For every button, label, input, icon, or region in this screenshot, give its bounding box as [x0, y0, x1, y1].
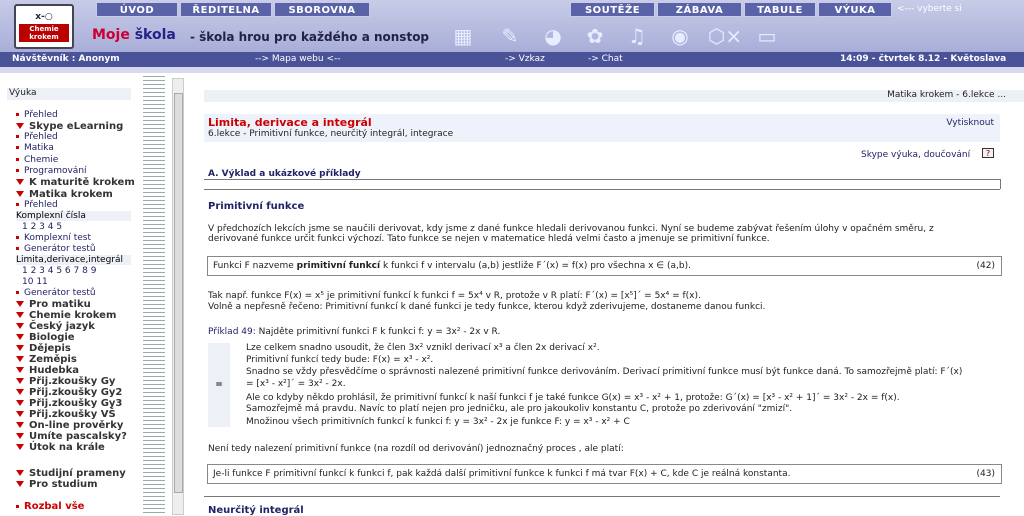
triangle-icon — [16, 422, 24, 428]
triangle-icon — [16, 367, 24, 373]
triangle-icon — [16, 191, 24, 197]
subheading-primitive: Primitivní funkce — [208, 201, 305, 212]
triangle-icon — [16, 334, 24, 340]
breadcrumb[interactable]: Matika krokem - 6.lekce ... — [204, 90, 1024, 102]
sidebar-item[interactable] — [22, 222, 62, 232]
triangle-icon — [16, 481, 24, 487]
bullet-icon — [16, 505, 19, 508]
sidebar-item[interactable] — [16, 431, 127, 442]
paragraph: Volně a nepřesně řečeno: Primitivní funkcí k dané funkci je tedy funkce, kterou když zderivujeme, dostaneme danou funkci. — [208, 302, 766, 312]
sidebar-item[interactable] — [16, 376, 115, 387]
subheading-indefinite: Neurčitý integrál — [208, 505, 304, 516]
triangle-icon — [16, 323, 24, 329]
computer-icon[interactable]: ▭ — [757, 24, 777, 48]
sidebar-item[interactable] — [16, 365, 79, 376]
sidebar-item-label: Limita,derivace,integrál — [16, 255, 124, 265]
solution-line: Samozřejmě má pravdu. Navíc to platí nejen pro jedničku, ale pro jakoukoliv konstantu C, protože po zderivování "zmizí". — [246, 404, 793, 414]
page-subtitle: 6.lekce - Primitivní funkce, neurčitý integrál, integrace — [208, 129, 454, 139]
sidebar-item-label: On-line prověrky — [29, 420, 124, 431]
theorem-box: Je-li funkce F primitivní funkcí k funkci f, pak každá další primitivní funkce k funkci f má tvar F(x) + C, kde C je reálná konstanta. (43) — [207, 464, 1002, 484]
example-heading: Příklad 49: Najděte primitivní funkci F k funkci f: y = 3x² - 2x v R. — [208, 327, 501, 337]
nav-souteze[interactable]: SOUTĚŽE — [570, 2, 655, 17]
sidebar-item[interactable] — [16, 479, 98, 490]
sidebar-item[interactable] — [16, 189, 113, 200]
sidebar-item[interactable] — [16, 442, 105, 453]
vzkaz-link[interactable]: -> Vzkaz — [505, 54, 545, 64]
sidebar-item-label: Komplexní čísla — [16, 211, 86, 221]
triangle-icon — [16, 312, 24, 318]
solution-line: Ale co kdyby někdo prohlásil, že primitivní funkcí k naší funkci f je také funkce G(x) = x³ - x² + 1, protože: G´(x) = [x³ - x² + 1]´ = 3x² - 2x = f(x). — [246, 393, 900, 403]
site-logo[interactable] — [14, 4, 74, 49]
sidebar-item-label: Studijní prameny — [29, 468, 126, 479]
bullet-icon — [16, 247, 19, 250]
scrollbar[interactable] — [172, 78, 184, 515]
sidebar-item-label: Přij.zkoušky Gy3 — [29, 398, 123, 409]
sidebar-item-label: Chemie — [24, 155, 59, 165]
sidebar-item[interactable] — [16, 233, 91, 243]
sidebar-item-label: K maturitě krokem — [29, 177, 135, 188]
globe-icon[interactable]: ◉ — [671, 24, 689, 48]
sidebar-header: Výuka — [7, 88, 131, 100]
paragraph: derivované funkce určit funkci výchozí. Tato funkce se nejen v matematice hledá velmi často a jmenuje se primitivní funkce. — [208, 234, 770, 244]
sidebar-item[interactable] — [16, 110, 58, 120]
shapes-icon[interactable]: ⬡× — [707, 24, 743, 48]
nav-vyuka[interactable]: VÝUKA — [818, 2, 892, 17]
top-banner — [0, 0, 1024, 52]
sidebar-item-label: Umíte pascalsky? — [29, 431, 127, 442]
triangle-icon — [16, 356, 24, 362]
sidebar-item-label: 1 2 3 4 5 6 7 8 9 — [22, 266, 97, 276]
nav-reditelna[interactable]: ŘEDITELNA — [180, 2, 272, 17]
triangle-icon — [16, 389, 24, 395]
sidebar-item[interactable] — [16, 354, 77, 365]
sidebar-item-label: Útok na krále — [29, 442, 105, 453]
bullet-icon — [16, 158, 19, 161]
sidebar-item[interactable] — [16, 468, 126, 479]
bullet-icon — [16, 291, 19, 294]
icon-bar — [440, 20, 800, 50]
sidebar-item-label: Generátor testů — [24, 288, 96, 298]
sidebar-item[interactable] — [16, 387, 122, 398]
sidebar-item[interactable] — [16, 132, 58, 142]
sidebar-item[interactable] — [16, 409, 116, 420]
bullet-icon — [16, 203, 19, 206]
sidebar-item[interactable] — [22, 266, 96, 276]
triangle-icon — [16, 179, 24, 185]
sidebar-item[interactable] — [16, 343, 71, 354]
nav-tabule[interactable]: TABULE — [744, 2, 816, 17]
sidebar-item[interactable] — [16, 299, 91, 310]
solution-line: Množinou všech primitivních funkcí k funkci f: y = 3x² - 2x je funkce F: y = x³ - x² + C — [246, 417, 630, 427]
site-brand: Moje škola — [92, 27, 176, 43]
paragraph: V předchozích lekcích jsme se naučili derivovat, kdy jsme z dané funkce hledali derivovanou funkci. Nyní se budeme zabývat řešením úlohy v opačném směru, z — [208, 224, 934, 234]
paragraph: Není tedy nalezení primitivní funkce (na rozdíl od derivování) jednoznačný proces , ale platí: — [208, 444, 624, 454]
sidebar-item-label: Rozbal vše — [24, 501, 85, 512]
chat-link[interactable]: -> Chat — [588, 54, 623, 64]
bullet-icon — [16, 169, 19, 172]
sidebar-item-label: Matika krokem — [29, 189, 113, 200]
solution-line: Lze celkem snadno usoudit, že člen 3x² vznikl derivací x³ a člen 2x derivací x². — [246, 343, 600, 353]
print-link[interactable]: Vytisknout — [946, 118, 994, 128]
nav-uvod[interactable]: ÚVOD — [96, 2, 178, 17]
sidebar-item-label: Programování — [24, 166, 87, 176]
sidebar-item[interactable] — [16, 143, 54, 153]
sidebar-item[interactable] — [16, 501, 84, 512]
divider — [1000, 179, 1001, 189]
logo-label: Chemie krokem — [19, 24, 69, 42]
equation-number: (42) — [976, 261, 995, 271]
equals-cell: = — [208, 343, 230, 427]
sidebar-item[interactable] — [16, 398, 122, 409]
notebook-spiral — [143, 73, 165, 515]
sidebar-item[interactable] — [16, 166, 87, 176]
sidebar-item[interactable] — [16, 155, 58, 165]
sidebar-item-label: Zeměpis — [29, 354, 77, 365]
site-slogan: - škola hrou pro každého a nonstop — [190, 30, 430, 44]
triangle-icon — [16, 433, 24, 439]
nav-hint: <--- vyberte si — [897, 4, 962, 14]
sidebar-item[interactable] — [16, 420, 123, 431]
sidebar-item-label: Pro studium — [29, 479, 98, 490]
sidebar-item-label: Matika — [24, 143, 54, 153]
sidebar — [0, 73, 165, 515]
sidebar-item-label: Biologie — [29, 332, 75, 343]
sidebar-item[interactable] — [16, 310, 116, 321]
sidebar-item[interactable] — [16, 288, 96, 298]
sidebar-item-label: Dějepis — [29, 343, 71, 354]
sidebar-item[interactable] — [16, 200, 58, 210]
sidebar-item — [16, 255, 131, 265]
triangle-icon — [16, 400, 24, 406]
bullet-icon — [16, 236, 19, 239]
paragraph: Tak např. funkce F(x) = x⁵ je primitivní funkcí k funkci f = 5x⁴ v R, protože v R platí: F´(x) = [x⁵]´ = 5x⁴ = f(x). — [208, 291, 701, 301]
help-icon[interactable]: ? — [982, 148, 994, 158]
music-icon[interactable]: ♫ — [628, 24, 646, 48]
solution-line: = [x³ - x²]´ = 3x² - 2x. — [246, 379, 346, 389]
sidebar-item[interactable] — [16, 321, 95, 332]
sidebar-item-label: Pro matiku — [29, 299, 91, 310]
sidebar-item-label: Chemie krokem — [29, 310, 117, 321]
nav-sborovna[interactable]: SBOROVNA — [274, 2, 370, 17]
sidebar-item-label: 10 11 — [22, 277, 48, 287]
lesson-header — [204, 114, 1000, 142]
definition-box: Funkci F nazveme primitivní funkcí k funkci f v intervalu (a,b) jestliže F´(x) = f(x) pro všechna x ∈ (a,b). (42) — [207, 256, 1002, 276]
sidebar-item-label: Přehled — [24, 200, 58, 210]
example-solution — [208, 341, 988, 431]
sidebar-item-label: Přehled — [24, 132, 58, 142]
main-content — [190, 73, 1024, 515]
status-bar — [0, 52, 1024, 67]
sidebar-item — [16, 211, 131, 221]
sidebar-item[interactable] — [16, 177, 135, 188]
triangle-icon — [16, 411, 24, 417]
sidebar-item[interactable] — [16, 121, 123, 132]
divider — [204, 189, 1000, 190]
triangle-icon — [16, 470, 24, 476]
bullet-icon — [16, 135, 19, 138]
divider — [204, 496, 1000, 497]
visitor-label: Návštěvník : Anonym — [12, 54, 120, 64]
palette-icon[interactable]: ◕ — [544, 24, 562, 48]
solution-line: Snadno se vždy přesvědčíme o správnosti nalezené primitivní funkce derivováním. Derivací primitivní funkce musí být funkce daná. To samozřejmě platí: F´(x) — [246, 367, 963, 377]
site-map-link[interactable]: --> Mapa webu <-- — [255, 54, 341, 64]
sidebar-item-label: Přehled — [24, 110, 58, 120]
chart-icon[interactable]: ▦ — [453, 24, 473, 48]
triangle-icon — [16, 123, 24, 129]
sidebar-item-label: Komplexní test — [24, 233, 91, 243]
triangle-icon — [16, 378, 24, 384]
sidebar-item-label: 1 2 3 4 5 — [22, 222, 63, 232]
puzzle-icon[interactable]: ✿ — [586, 24, 604, 48]
triangle-icon — [16, 301, 24, 307]
sidebar-item-label: Český jazyk — [29, 321, 95, 332]
sidebar-item-label: Hudebka — [29, 365, 79, 376]
triangle-icon — [16, 345, 24, 351]
solution-line: Primitivní funkcí tedy bude: F(x) = x³ - x². — [246, 355, 434, 365]
sidebar-item-label: Skype eLearning — [29, 121, 124, 132]
scrollbar-thumb[interactable] — [174, 93, 183, 493]
sidebar-item[interactable] — [16, 332, 75, 343]
page-title: Limita, derivace a integrál — [208, 116, 372, 129]
sidebar-item[interactable] — [16, 244, 96, 254]
triangle-icon — [16, 444, 24, 450]
equation-number: (43) — [976, 469, 995, 479]
pen-icon[interactable]: ✎ — [501, 24, 519, 48]
datetime: 14:09 - čtvrtek 8.12 - Květoslava — [840, 54, 1007, 64]
bullet-icon — [16, 113, 19, 116]
nav-zabava[interactable]: ZÁBAVA — [657, 2, 742, 17]
section-heading: A. Výklad a ukázkové příklady — [208, 169, 361, 179]
sidebar-item-label: Generátor testů — [24, 244, 96, 254]
sidebar-item[interactable] — [22, 277, 48, 287]
logo-mark: x-○ — [35, 12, 53, 22]
sidebar-item-label: Přij.zkoušky Gy2 — [29, 387, 123, 398]
sidebar-item-label: Přij.zkoušky VŠ — [29, 409, 116, 420]
skype-link[interactable]: Skype výuka, doučování — [861, 150, 971, 160]
divider — [204, 179, 1000, 180]
bullet-icon — [16, 146, 19, 149]
sidebar-item-label: Přij.zkoušky Gy — [29, 376, 116, 387]
